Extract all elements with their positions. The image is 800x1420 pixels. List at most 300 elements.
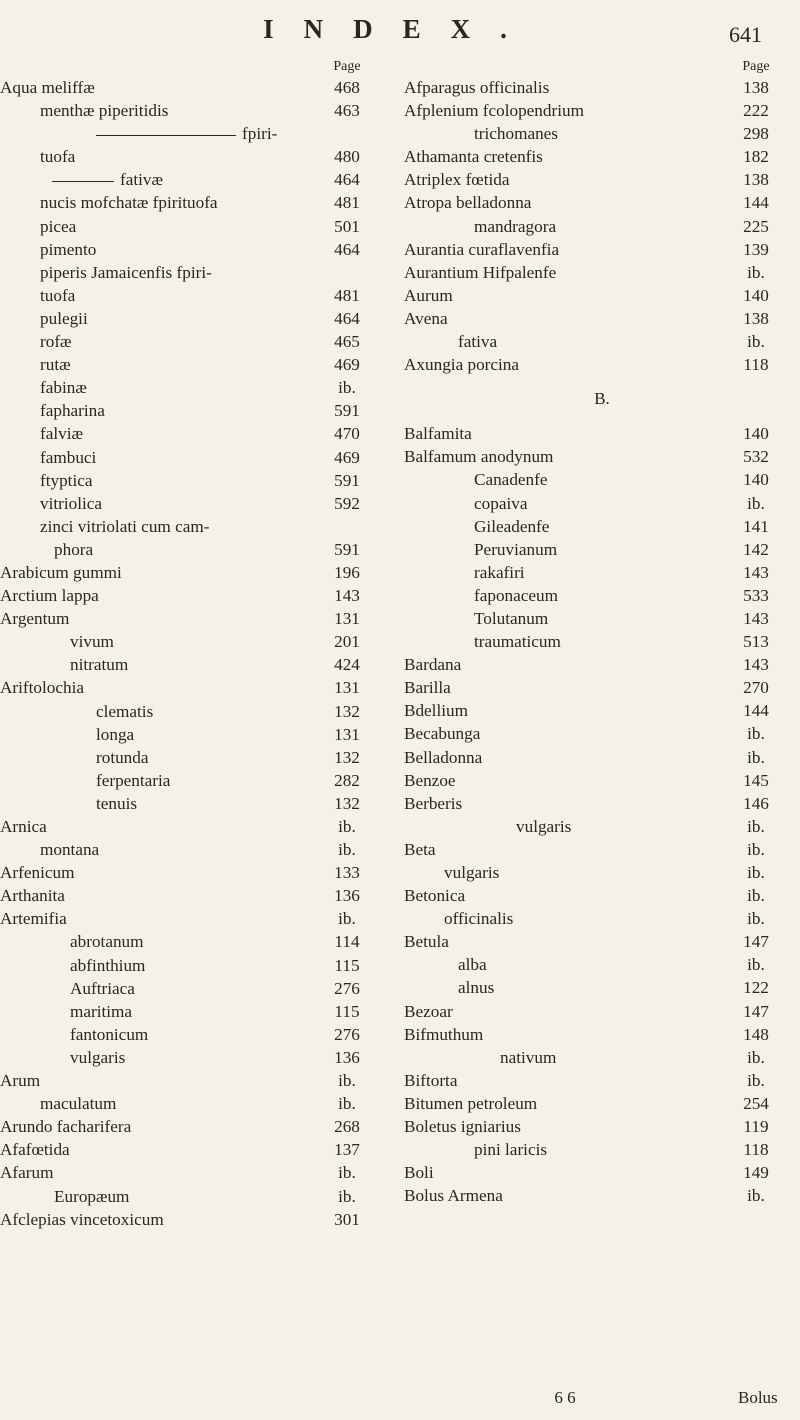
entry-page-ref: ib. xyxy=(747,332,765,352)
entry-term: clematis xyxy=(96,701,154,721)
index-entry xyxy=(0,861,392,884)
entry-term: vivum xyxy=(70,632,114,652)
entry-page-ref: 591 xyxy=(334,401,360,421)
entry-term: Bezoar xyxy=(404,1001,453,1021)
entry-page-ref: 143 xyxy=(743,655,769,675)
index-entry xyxy=(404,1138,800,1161)
entry-term: officinalis xyxy=(444,909,514,929)
entry-term: fabinæ xyxy=(40,378,87,398)
index-entry xyxy=(0,1115,392,1138)
index-entry xyxy=(404,584,800,607)
entry-term: tuofa xyxy=(40,147,76,167)
entry-page-ref: 137 xyxy=(334,1140,360,1160)
entry-term: Boli xyxy=(404,1163,434,1183)
index-entry xyxy=(404,1161,800,1184)
entry-term: Arabicum gummi xyxy=(0,562,122,582)
entry-page-ref: 276 xyxy=(334,978,360,998)
entry-page-ref: 301 xyxy=(334,1209,360,1229)
entry-page-ref: 138 xyxy=(743,308,769,328)
entry-term: nativum xyxy=(500,1047,557,1067)
index-entry xyxy=(404,307,800,330)
entry-page-ref: 131 xyxy=(334,724,360,744)
entry-page-ref: ib. xyxy=(747,909,765,929)
entry-page-ref: 469 xyxy=(334,447,360,467)
index-entry xyxy=(0,469,392,492)
entry-term: pulegii xyxy=(40,308,88,328)
entry-term: fpiri- xyxy=(242,124,278,144)
entry-term: Berberis xyxy=(404,793,463,813)
entry-page-ref: 465 xyxy=(334,332,360,352)
entry-term: rakafiri xyxy=(474,562,525,582)
entry-page-ref: 591 xyxy=(334,470,360,490)
entry-page-ref: 148 xyxy=(743,1024,769,1044)
index-entry xyxy=(404,699,800,722)
entry-term: Belladonna xyxy=(404,747,483,767)
entry-term: tenuis xyxy=(96,793,138,813)
entry-term: Biftorta xyxy=(404,1070,458,1090)
index-entry xyxy=(0,746,392,769)
entry-term: vitriolica xyxy=(40,493,103,513)
entry-term: ftyptica xyxy=(40,470,93,490)
index-entry xyxy=(404,676,800,699)
entry-term: longa xyxy=(96,724,135,744)
index-entry xyxy=(404,1115,800,1138)
entry-term: trichomanes xyxy=(474,124,558,144)
index-entry xyxy=(0,238,392,261)
entry-term: vulgaris xyxy=(70,1047,126,1067)
entry-term: fativa xyxy=(458,332,498,352)
entry-page-ref: 144 xyxy=(743,701,769,721)
index-column-right xyxy=(404,59,800,1207)
entry-term: Bdellium xyxy=(404,701,468,721)
entry-page-ref: 254 xyxy=(743,1093,769,1113)
section-letter-text: B. xyxy=(594,389,610,409)
entry-page-ref: ib. xyxy=(747,816,765,836)
entry-page-ref: 222 xyxy=(743,101,769,121)
index-entry xyxy=(404,861,800,884)
entry-term: Arfenicum xyxy=(0,863,75,883)
index-entry xyxy=(404,330,800,353)
index-entry xyxy=(0,561,392,584)
entry-page-ref: ib. xyxy=(747,955,765,975)
entry-page-ref: 141 xyxy=(743,516,769,536)
index-entry xyxy=(404,722,800,745)
index-entry xyxy=(0,838,392,861)
index-entry xyxy=(404,653,800,676)
index-entry xyxy=(404,515,800,538)
index-entry xyxy=(0,1023,392,1046)
entry-term: Avena xyxy=(404,308,448,328)
entry-page-ref: 268 xyxy=(334,1117,360,1137)
entry-page-ref: 131 xyxy=(334,609,360,629)
index-entry xyxy=(404,353,800,376)
index-entry xyxy=(404,630,800,653)
entry-page-ref: 592 xyxy=(334,493,360,513)
entry-term: Beta xyxy=(404,839,436,859)
entry-term: maritima xyxy=(70,1001,133,1021)
index-entry xyxy=(404,561,800,584)
entry-page-ref: 464 xyxy=(334,170,360,190)
index-entry xyxy=(0,215,392,238)
entry-term: Artemifia xyxy=(0,909,67,929)
running-head xyxy=(0,0,800,47)
entry-term: Ariftolochia xyxy=(0,678,84,698)
entry-page-ref: 132 xyxy=(334,701,360,721)
entry-page-ref: 532 xyxy=(743,447,769,467)
entry-term: Bitumen petroleum xyxy=(404,1093,538,1113)
entry-page-ref: 270 xyxy=(743,678,769,698)
entry-page-ref: 147 xyxy=(743,1001,769,1021)
page-number: 641 xyxy=(729,22,762,47)
entry-page-ref: ib. xyxy=(338,909,356,929)
index-entry xyxy=(404,1046,800,1069)
entry-term: abfinthium xyxy=(70,955,146,975)
entry-term: Aurantia curaflavenfia xyxy=(404,239,560,259)
entry-term: Argentum xyxy=(0,609,70,629)
index-entry xyxy=(0,700,392,723)
entry-page-ref: 114 xyxy=(334,932,360,952)
index-entry xyxy=(404,238,800,261)
index-entry xyxy=(0,1092,392,1115)
entry-page-ref: 481 xyxy=(334,193,360,213)
entry-page-ref: ib. xyxy=(747,747,765,767)
entry-term: Bolus Armena xyxy=(404,1186,503,1206)
entry-page-ref: 143 xyxy=(743,608,769,628)
index-entry xyxy=(404,145,800,168)
index-entry xyxy=(404,168,800,191)
entry-term: Axungia porcina xyxy=(404,355,520,375)
index-entry xyxy=(0,168,392,191)
index-entry xyxy=(404,976,800,999)
entry-page-ref: 138 xyxy=(743,78,769,97)
index-entry xyxy=(0,607,392,630)
entry-page-ref: 132 xyxy=(334,747,360,767)
entry-term: alnus xyxy=(458,978,495,998)
entry-term: Arundo facharifera xyxy=(0,1117,132,1137)
entry-page-ref: 196 xyxy=(334,562,360,582)
entry-page-ref: 201 xyxy=(334,632,360,652)
index-entry xyxy=(404,284,800,307)
index-entry xyxy=(0,1208,392,1231)
index-entry xyxy=(0,954,392,977)
entry-page-ref: 464 xyxy=(334,308,360,328)
entry-page-ref: 140 xyxy=(743,285,769,305)
entry-page-ref: ib. xyxy=(338,840,356,860)
entry-page-ref: 533 xyxy=(743,585,769,605)
entry-term: Bardana xyxy=(404,655,462,675)
index-entry xyxy=(404,1023,800,1046)
entry-page-ref: 225 xyxy=(743,216,769,236)
index-entry xyxy=(404,422,800,445)
entry-term: fantonicum xyxy=(70,1024,149,1044)
entry-page-ref: 122 xyxy=(743,978,769,998)
index-entry xyxy=(0,122,392,145)
index-entry xyxy=(0,284,392,307)
index-entry xyxy=(0,630,392,653)
entry-term: Gileadenfe xyxy=(474,516,550,536)
index-entry xyxy=(404,953,800,976)
entry-page-ref: 140 xyxy=(743,424,769,444)
index-entry xyxy=(404,538,800,561)
entry-term: Tolutanum xyxy=(474,608,549,628)
index-entry xyxy=(404,1184,800,1207)
index-entry xyxy=(0,76,392,99)
entry-term: Aurantium Hifpalenfe xyxy=(404,262,557,282)
entry-page-ref: ib. xyxy=(747,1186,765,1206)
entry-term: Afclepias vincetoxicum xyxy=(0,1209,164,1229)
entry-term: faponaceum xyxy=(474,585,558,605)
index-entry xyxy=(0,815,392,838)
index-entry xyxy=(0,584,392,607)
section-letter xyxy=(404,376,800,422)
entry-page-ref: ib. xyxy=(747,1070,765,1090)
entry-page-ref: 146 xyxy=(743,793,769,813)
entry-term: vulgaris xyxy=(444,863,500,882)
entry-page-ref: 131 xyxy=(334,678,360,698)
entry-page-ref: 480 xyxy=(334,147,360,167)
index-entry xyxy=(0,653,392,676)
entry-term: Canadenfe xyxy=(474,470,548,490)
entry-term: picea xyxy=(40,216,77,236)
entry-term: abrotanum xyxy=(70,932,144,952)
index-entry xyxy=(0,307,392,330)
index-entry xyxy=(0,884,392,907)
entry-page-ref: 138 xyxy=(743,170,769,190)
entry-term: fapharina xyxy=(40,401,105,421)
page-column-heading xyxy=(404,58,800,76)
entry-term: Afparagus officinalis xyxy=(404,78,550,97)
index-entry xyxy=(404,76,800,99)
entry-page-ref: ib. xyxy=(747,1047,765,1067)
index-entry xyxy=(0,145,392,168)
entry-term: montana xyxy=(40,840,100,860)
entry-term: rofæ xyxy=(40,332,72,352)
index-entry xyxy=(404,492,800,515)
entry-term: Atropa belladonna xyxy=(404,193,532,213)
index-entry xyxy=(0,1138,392,1161)
index-entry xyxy=(404,746,800,769)
index-column-left xyxy=(0,59,392,1231)
entry-page-ref: 282 xyxy=(334,770,360,790)
entry-page-ref: 115 xyxy=(334,1001,360,1021)
entry-page-ref: 424 xyxy=(334,655,360,675)
index-entry xyxy=(0,1046,392,1069)
entry-term: Athamanta cretenfis xyxy=(404,147,543,167)
index-entry xyxy=(404,261,800,284)
entry-term: falviæ xyxy=(40,424,83,444)
entry-term: Arum xyxy=(0,1071,41,1091)
entry-term: fativæ xyxy=(120,170,163,190)
index-entry xyxy=(0,792,392,815)
entry-page-ref: ib. xyxy=(747,724,765,744)
entry-term: traumaticum xyxy=(474,632,561,652)
entry-term: Bifmuthum xyxy=(404,1024,484,1044)
entry-term: piperis Jamaicenfis fpiri- xyxy=(40,262,212,282)
entry-term: Auftriaca xyxy=(70,978,135,998)
entry-term: mandragora xyxy=(474,216,557,236)
entry-term: nitratum xyxy=(70,655,129,675)
entry-term: menthæ piperitidis xyxy=(40,101,169,121)
index-entry xyxy=(0,376,392,399)
entry-page-ref: ib. xyxy=(338,1163,356,1183)
entry-page-ref: 298 xyxy=(743,124,769,144)
index-entry xyxy=(404,769,800,792)
index-entry xyxy=(404,838,800,861)
index-entry xyxy=(0,977,392,1000)
index-entry xyxy=(0,1069,392,1092)
entry-page-ref: 143 xyxy=(743,562,769,582)
index-entry xyxy=(404,191,800,214)
entry-page-ref: 136 xyxy=(334,1047,360,1067)
entry-term: Europæum xyxy=(54,1186,130,1206)
entry-term: Becabunga xyxy=(404,724,481,744)
entry-page-ref: 276 xyxy=(334,1024,360,1044)
index-entry xyxy=(0,330,392,353)
entry-term: ferpentaria xyxy=(96,770,171,790)
index-entry xyxy=(0,723,392,746)
entry-page-ref: 118 xyxy=(743,1140,769,1160)
entry-page-ref: 147 xyxy=(743,932,769,952)
entry-page-ref: 145 xyxy=(743,770,769,790)
entry-term: Betula xyxy=(404,932,449,952)
page-heading-label: Page xyxy=(333,59,361,74)
entry-term: fambuci xyxy=(40,447,97,467)
entry-term: Aurum xyxy=(404,285,453,305)
index-entry xyxy=(404,215,800,238)
entry-term: Afplenium fcolopendrium xyxy=(404,101,584,121)
index-entry xyxy=(404,815,800,838)
entry-term: phora xyxy=(54,539,94,559)
entry-term: Betonica xyxy=(404,886,466,906)
entry-page-ref: 513 xyxy=(743,632,769,652)
index-entry xyxy=(0,907,392,930)
entry-term: Atriplex fœtida xyxy=(404,170,510,190)
entry-term: Peruvianum xyxy=(474,539,558,559)
page-heading-label: Page xyxy=(742,59,770,74)
entry-term: maculatum xyxy=(40,1094,117,1114)
entry-term: alba xyxy=(458,955,487,975)
index-entry xyxy=(0,191,392,214)
entry-page-ref: 501 xyxy=(334,216,360,236)
entry-term: Afarum xyxy=(0,1163,54,1183)
index-entry xyxy=(0,353,392,376)
entry-page-ref: 140 xyxy=(743,470,769,490)
repeat-dash xyxy=(52,181,114,182)
index-entry xyxy=(0,399,392,422)
entry-page-ref: ib. xyxy=(338,1094,356,1114)
index-entry xyxy=(0,538,392,561)
index-entry xyxy=(0,1000,392,1023)
index-entry xyxy=(404,930,800,953)
entry-page-ref: 133 xyxy=(334,863,360,883)
index-entry xyxy=(404,445,800,468)
index-entry xyxy=(0,446,392,469)
index-entry xyxy=(404,99,800,122)
entry-page-ref: 118 xyxy=(743,355,769,375)
entry-term: tuofa xyxy=(40,285,76,305)
entry-page-ref: ib. xyxy=(747,863,765,882)
entry-page-ref: ib. xyxy=(338,817,356,836)
entry-page-ref: ib. xyxy=(747,493,765,513)
entry-page-ref: 591 xyxy=(334,539,360,559)
index-entry xyxy=(0,676,392,699)
entry-term: Afafœtida xyxy=(0,1140,70,1160)
entry-term: pimento xyxy=(40,239,97,259)
entry-term: rutæ xyxy=(40,355,71,375)
index-entry xyxy=(404,122,800,145)
entry-page-ref: 136 xyxy=(334,886,360,906)
entry-term: Balfamita xyxy=(404,424,472,444)
index-entry xyxy=(0,515,392,538)
index-entry xyxy=(404,468,800,491)
entry-page-ref: 142 xyxy=(743,539,769,559)
entry-page-ref: 144 xyxy=(743,193,769,213)
entry-term: vulgaris xyxy=(516,816,572,836)
entry-page-ref: 470 xyxy=(334,424,360,444)
entry-page-ref: 143 xyxy=(334,586,360,606)
entry-term: Barilla xyxy=(404,678,451,698)
entry-term: pini laricis xyxy=(474,1140,548,1160)
entry-term: Arnica xyxy=(0,817,47,836)
index-entry xyxy=(404,1092,800,1115)
index-entry xyxy=(0,261,392,284)
catchword: Bolus xyxy=(738,1388,778,1407)
entry-term: Boletus igniarius xyxy=(404,1117,521,1137)
repeat-dash xyxy=(96,135,236,136)
index-entry xyxy=(404,1000,800,1023)
index-entry xyxy=(404,884,800,907)
index-entry xyxy=(404,607,800,630)
index-entry xyxy=(0,930,392,953)
index-entry xyxy=(404,1069,800,1092)
entry-page-ref: 468 xyxy=(334,78,360,97)
entry-page-ref: 182 xyxy=(743,147,769,167)
entry-term: nucis mofchatæ fpirituofa xyxy=(40,193,218,213)
index-entry xyxy=(0,99,392,122)
entry-term: Arctium lappa xyxy=(0,586,99,606)
entry-page-ref: ib. xyxy=(747,886,765,906)
entry-page-ref: 139 xyxy=(743,239,769,259)
entry-page-ref: ib. xyxy=(747,262,765,282)
entry-term: Aqua meliffæ xyxy=(0,78,95,97)
entry-page-ref: 469 xyxy=(334,355,360,375)
entry-page-ref: ib. xyxy=(338,1071,356,1091)
entry-page-ref: 481 xyxy=(334,285,360,305)
index-entry xyxy=(0,1161,392,1184)
entry-page-ref: ib. xyxy=(747,839,765,859)
entry-page-ref: 463 xyxy=(334,101,360,121)
entry-term: rotunda xyxy=(96,747,149,767)
entry-term: copaiva xyxy=(474,493,528,513)
entry-term: zinci vitriolati cum cam- xyxy=(40,516,210,536)
index-entry xyxy=(0,1185,392,1208)
index-entry xyxy=(404,792,800,815)
entry-page-ref: ib. xyxy=(338,1186,356,1206)
index-entry xyxy=(0,422,392,445)
page-title: INDEX. xyxy=(263,14,537,44)
index-entry xyxy=(0,769,392,792)
entry-term: Balfamum anodynum xyxy=(404,447,554,467)
entry-term: Arthanita xyxy=(0,886,65,906)
entry-page-ref: 115 xyxy=(334,955,360,975)
entry-page-ref: 464 xyxy=(334,239,360,259)
entry-page-ref: 132 xyxy=(334,793,360,813)
entry-page-ref: 119 xyxy=(743,1117,769,1137)
index-entry xyxy=(404,907,800,930)
entry-page-ref: ib. xyxy=(338,378,356,398)
page-column-heading xyxy=(0,58,392,76)
signature-mark: 6 6 xyxy=(554,1388,576,1407)
